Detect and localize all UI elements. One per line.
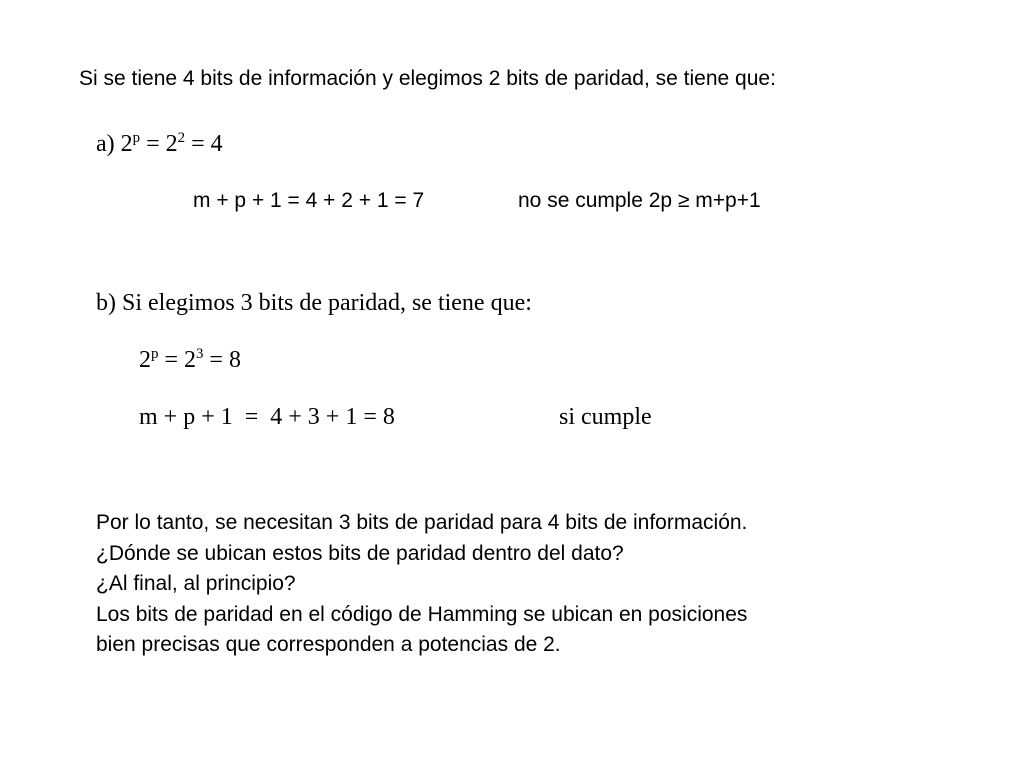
case-b-exponent-p: p <box>151 345 159 362</box>
case-a-result: = 4 <box>185 131 223 157</box>
conclusion-line: Por lo tanto, se necesitan 3 bits de paridad para 4 bits de información. <box>96 511 748 534</box>
case-b-heading: b) Si elegimos 3 bits de paridad, se tiene que: <box>96 290 532 316</box>
case-b-base: 2 <box>139 347 151 373</box>
conclusion-block <box>96 508 747 661</box>
case-b-mid: = 2 <box>158 347 196 373</box>
case-a-label: a) 2 <box>96 131 133 157</box>
case-b-result: = 8 <box>203 347 241 373</box>
conclusion-line: bien precisas que corresponden a potencias de 2. <box>96 633 561 656</box>
case-a-exponent-p: p <box>132 129 141 146</box>
case-b-calculation: m + p + 1 = 4 + 3 + 1 = 8 <box>139 404 395 430</box>
intro-text: Si se tiene 4 bits de información y elegimos 2 bits de paridad, se tiene que: <box>79 67 776 90</box>
conclusion-line: ¿Al final, al principio? <box>96 572 296 595</box>
case-a-equation <box>96 129 223 157</box>
case-b-exponent-3: 3 <box>195 345 204 362</box>
case-b-equation <box>139 345 241 373</box>
conclusion-line: Los bits de paridad en el código de Hamming se ubican en posiciones <box>96 602 748 626</box>
case-b-note: si cumple <box>559 404 652 430</box>
case-a-note: no se cumple 2p ≥ m+p+1 <box>518 189 761 212</box>
conclusion-line: ¿Dónde se ubican estos bits de paridad dentro del dato? <box>96 541 624 565</box>
case-a-calculation: m + p + 1 = 4 + 2 + 1 = 7 <box>193 189 425 212</box>
case-a-mid: = 2 <box>140 131 178 157</box>
case-a-exponent-2: 2 <box>177 129 186 146</box>
